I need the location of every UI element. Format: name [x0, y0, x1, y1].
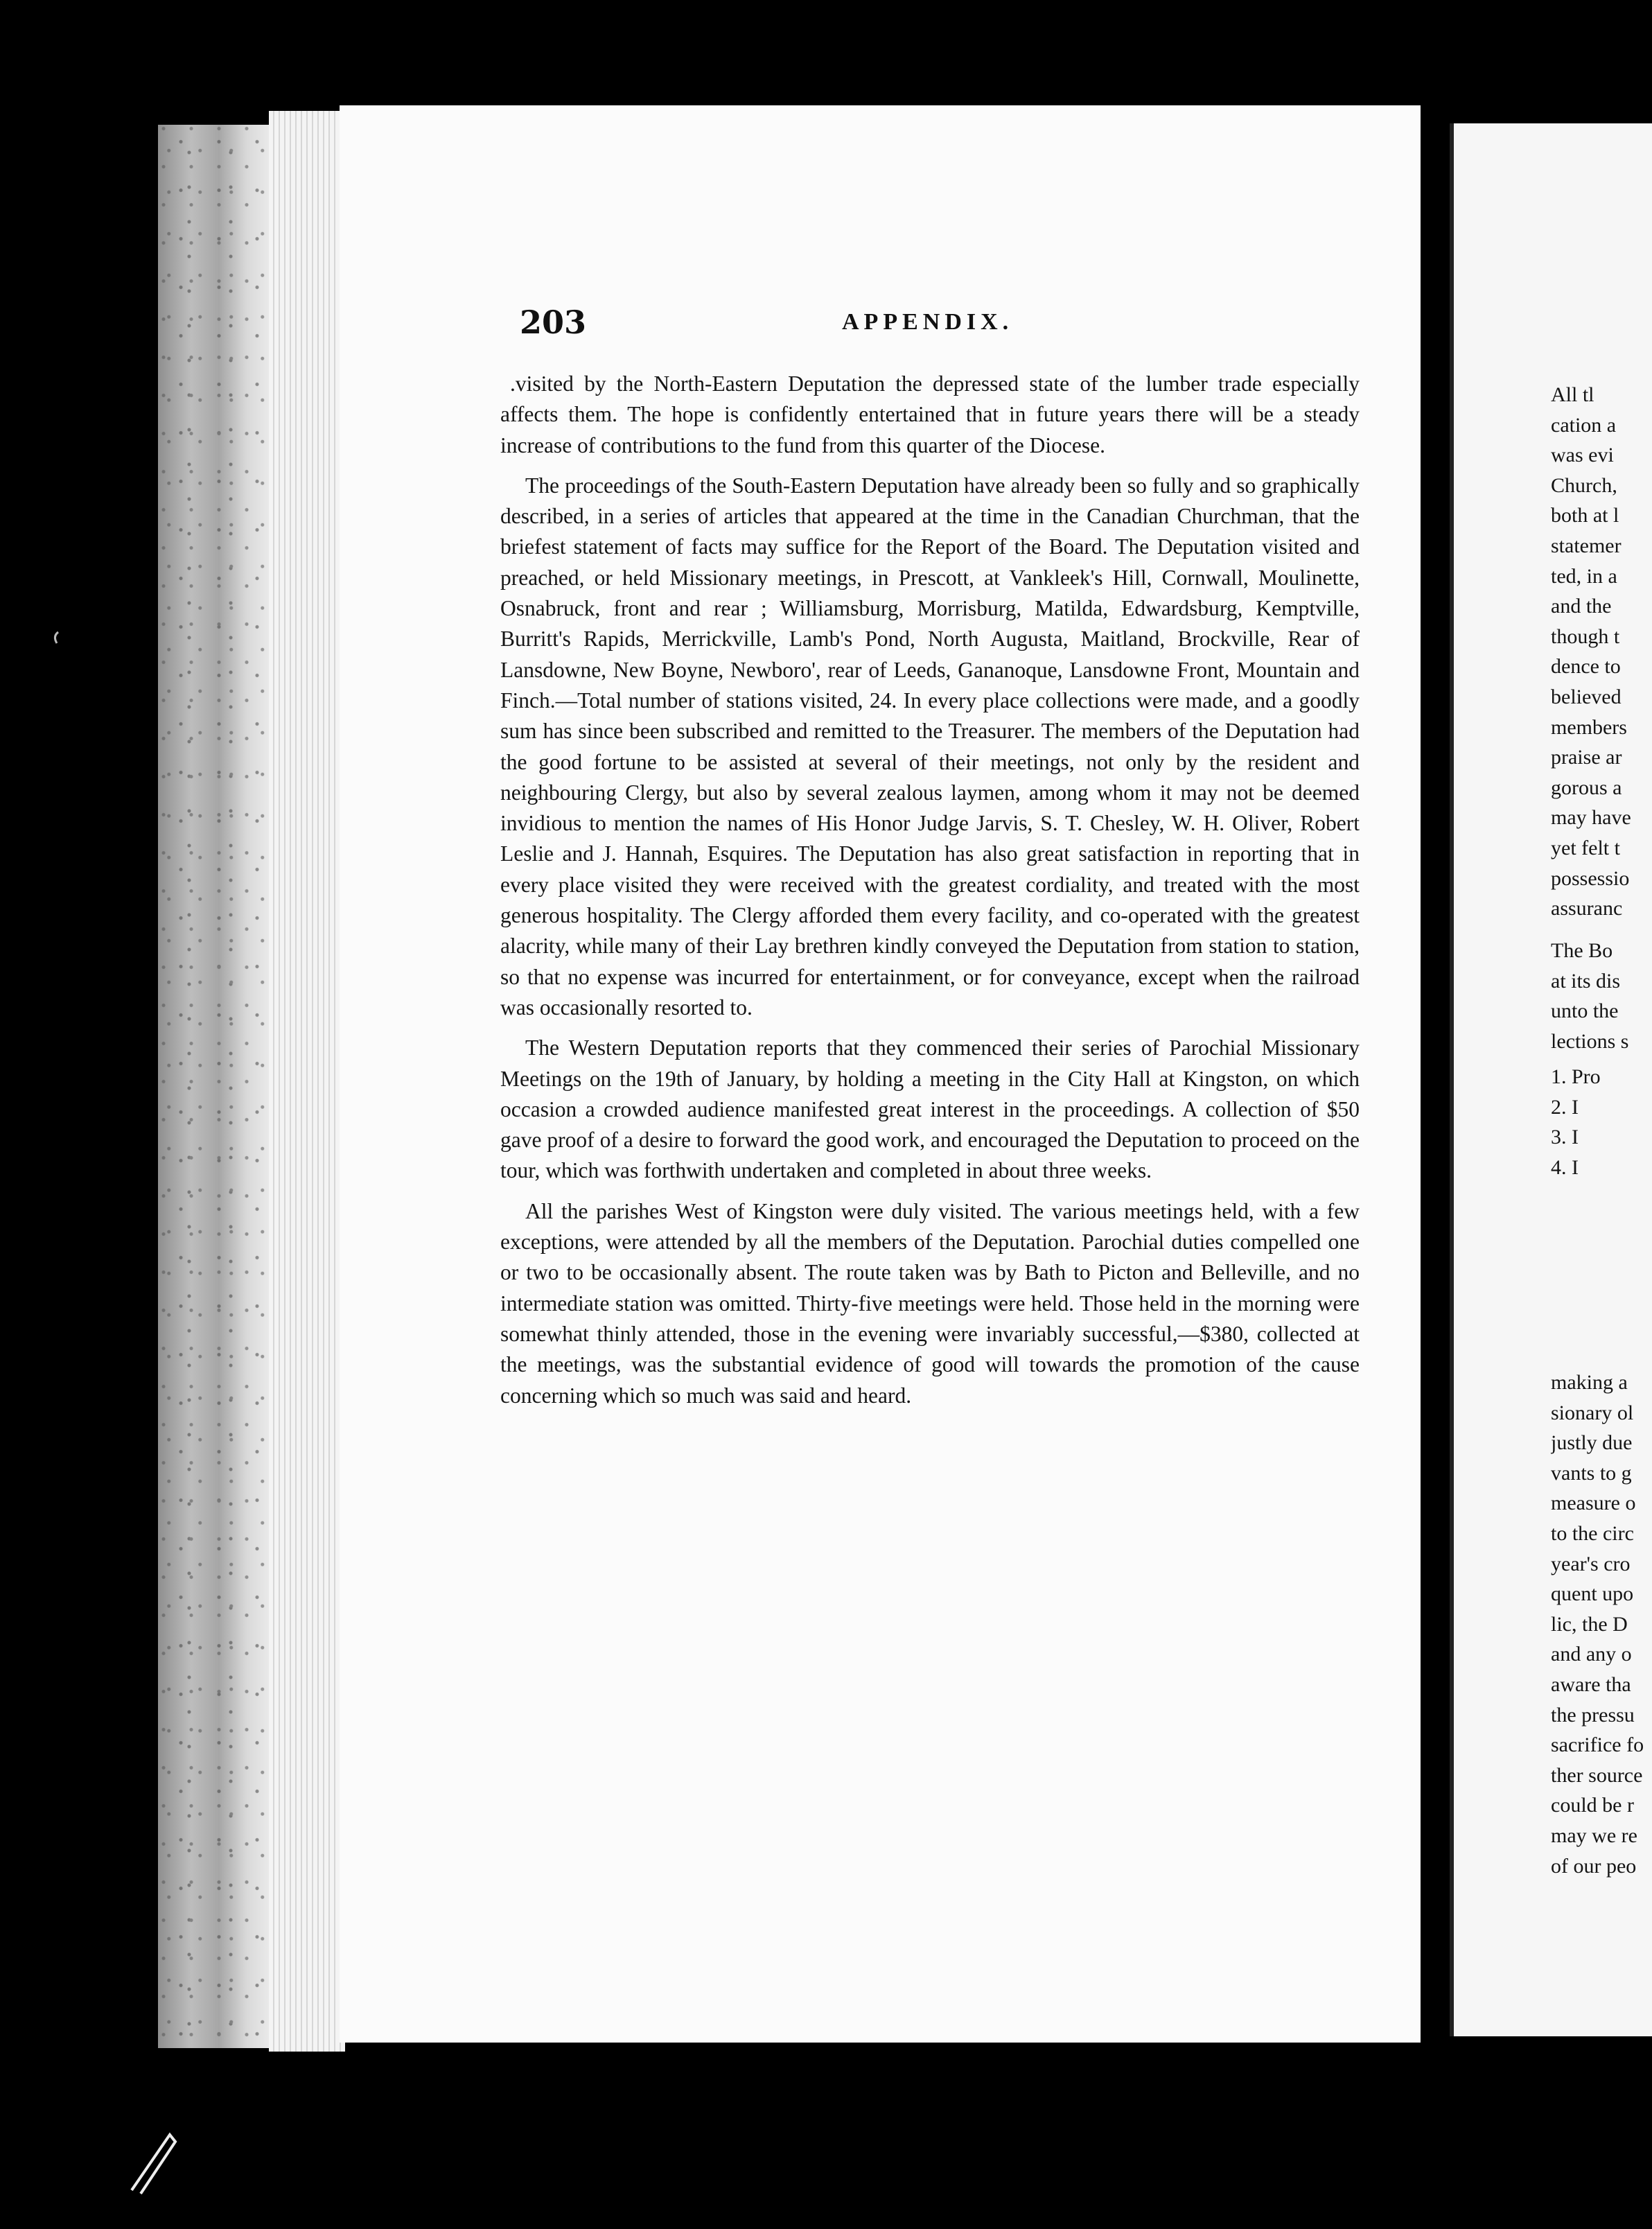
- scan-scratch: [132, 2135, 175, 2194]
- facing-line: assuranc: [1551, 897, 1623, 920]
- running-head: APPENDIX.: [842, 309, 1014, 335]
- facing-line: gorous a: [1551, 776, 1622, 799]
- paragraph-north-eastern: .visited by the North-Eastern Deputation the depressed state of the lumber trade especially affects them. The hope is confidently entertained that in future years there will be a steady increase of contributions to the fund from this quarter of the Diocese.: [500, 372, 1360, 457]
- paragraph-parishes: All the parishes West of Kingston were duly visited. The various meetings held, with a few exceptions, were attended by all the members of the Deputation. Parochial duties compelled one or two to be occasionally absent. The route taken was by Bath to Picton and Belleville, and no intermediate station was omitted. Thirty-five meetings were held. Those held in the morning were somewhat thinly attended, those in the evening were invariably successful,—$380, collected at the meetings, was the substantial evidence of good will towards the promotion of the cause concerning which so much was said and heard.: [500, 1198, 1360, 1408]
- facing-line: 2. I: [1551, 1095, 1579, 1119]
- facing-line: The Bo: [1551, 939, 1613, 962]
- facing-line: both at l: [1551, 504, 1619, 527]
- page-body: [500, 369, 1360, 1413]
- facing-line: the pressu: [1551, 1703, 1635, 1727]
- facing-line: at its dis: [1551, 969, 1621, 993]
- facing-line: yet felt t: [1551, 836, 1620, 859]
- facing-line: Church,: [1551, 473, 1617, 497]
- facing-line: All tl: [1551, 383, 1594, 406]
- facing-page-edge: [1450, 123, 1454, 2036]
- facing-line: of our peo: [1551, 1854, 1637, 1878]
- facing-line: praise ar: [1551, 746, 1622, 769]
- facing-line: statemer: [1551, 534, 1622, 557]
- facing-line: 4. I: [1551, 1155, 1579, 1179]
- facing-line: and the: [1551, 595, 1612, 618]
- facing-line: cation a: [1551, 413, 1617, 437]
- facing-line: aware tha: [1551, 1672, 1631, 1696]
- facing-line: ted, in a: [1551, 564, 1617, 588]
- facing-line: to the circ: [1551, 1521, 1634, 1545]
- facing-line: dence to: [1551, 655, 1621, 679]
- facing-line: and any o: [1551, 1643, 1632, 1666]
- paragraph-western: The Western Deputation reports that they commenced their series of Parochial Missionary Meetings on the 19th of January, by holding a meeting in the City Hall at Kingston, on which occasion a crowded audience manifested great interest in the proceedings. A collection of $50 gave proof of a desire to forward the good work, and encouraged the Deputation to proceed on the tour, which was forthwith undertaken and completed in about three weeks.: [500, 1035, 1360, 1183]
- facing-line: unto the: [1551, 999, 1619, 1023]
- facing-line: members: [1551, 715, 1627, 739]
- facing-line: believed: [1551, 685, 1622, 708]
- facing-line: making a: [1551, 1371, 1628, 1394]
- facing-block-a: [1551, 380, 1652, 924]
- facing-line: could be r: [1551, 1794, 1634, 1817]
- facing-line: quent upo: [1551, 1582, 1634, 1606]
- facing-line: 1. Pro: [1551, 1065, 1601, 1088]
- paragraph-south-eastern: The proceedings of the South-Eastern Deputation have already been so fully and so graphically described, in a series of articles that appeared at the time in the Canadian Churchman, that the briefest statement of facts may suffice for the Report of the Board. The Deputation visited and preached, or held Missionary meetings, in Prescott, at Vankleek's Hill, Cornwall, Moulinette, Osnabruck, front and rear ; Williamsburg, Morrisburg, Matilda, Edwardsburg, Kemptville, Burritt's Rapids, Merrickville, Lamb's Pond, North Augusta, Maitland, Brockville, Rear of Lansdowne, New Boyne, Newboro', rear of Leeds, Gananoque, Lansdowne Front, Mountain and Finch.—Total number of stations visited, 24. In every place collections were made, and a goodly sum has since been subscribed and remitted to the Treasurer. The members of the Deputation had the good fortune to be assisted at several of their meetings, not only by the resident and neighbouring Clergy, but also by several zealous laymen, among whom it may not be deemed invidious to mention the names of His Honor Judge Jarvis, S. T. Chesley, W. H. Oliver, Robert Leslie and J. Hannah, Esquires. The Deputation has also great satisfaction in reporting that in every place visited they were received with the greatest cordiality, and treated with the most generous hospitality. The Clergy afforded them every facility, and co-operated with the greatest alacrity, while many of their Lay brethren kindly conveyed the Deputation from station to station, so that no expense was incurred for entertainment, or for conveyance, except when the railroad was occasionally resorted to.: [500, 473, 1360, 1020]
- facing-line: lections s: [1551, 1029, 1629, 1053]
- facing-line: sionary ol: [1551, 1401, 1634, 1424]
- facing-line: sacrifice fo: [1551, 1733, 1644, 1757]
- facing-line: may we re: [1551, 1824, 1637, 1847]
- facing-line: vants to g: [1551, 1461, 1632, 1485]
- facing-block-d: [1551, 1367, 1652, 1881]
- facing-line: ther source: [1551, 1763, 1643, 1787]
- scan-speck: [55, 632, 58, 643]
- facing-line: may have: [1551, 806, 1631, 830]
- page-number: 203: [520, 304, 587, 341]
- facing-block-c: [1551, 1062, 1652, 1182]
- facing-line: though t: [1551, 624, 1620, 648]
- facing-line: possessio: [1551, 866, 1630, 890]
- facing-line: lic, the D: [1551, 1612, 1628, 1636]
- facing-line: 3. I: [1551, 1126, 1579, 1149]
- facing-line: year's cro: [1551, 1552, 1631, 1575]
- facing-line: measure o: [1551, 1492, 1636, 1515]
- page-header: [520, 304, 1358, 352]
- facing-block-b: [1551, 936, 1652, 1056]
- facing-line: was evi: [1551, 444, 1614, 467]
- facing-line: justly due: [1551, 1431, 1633, 1455]
